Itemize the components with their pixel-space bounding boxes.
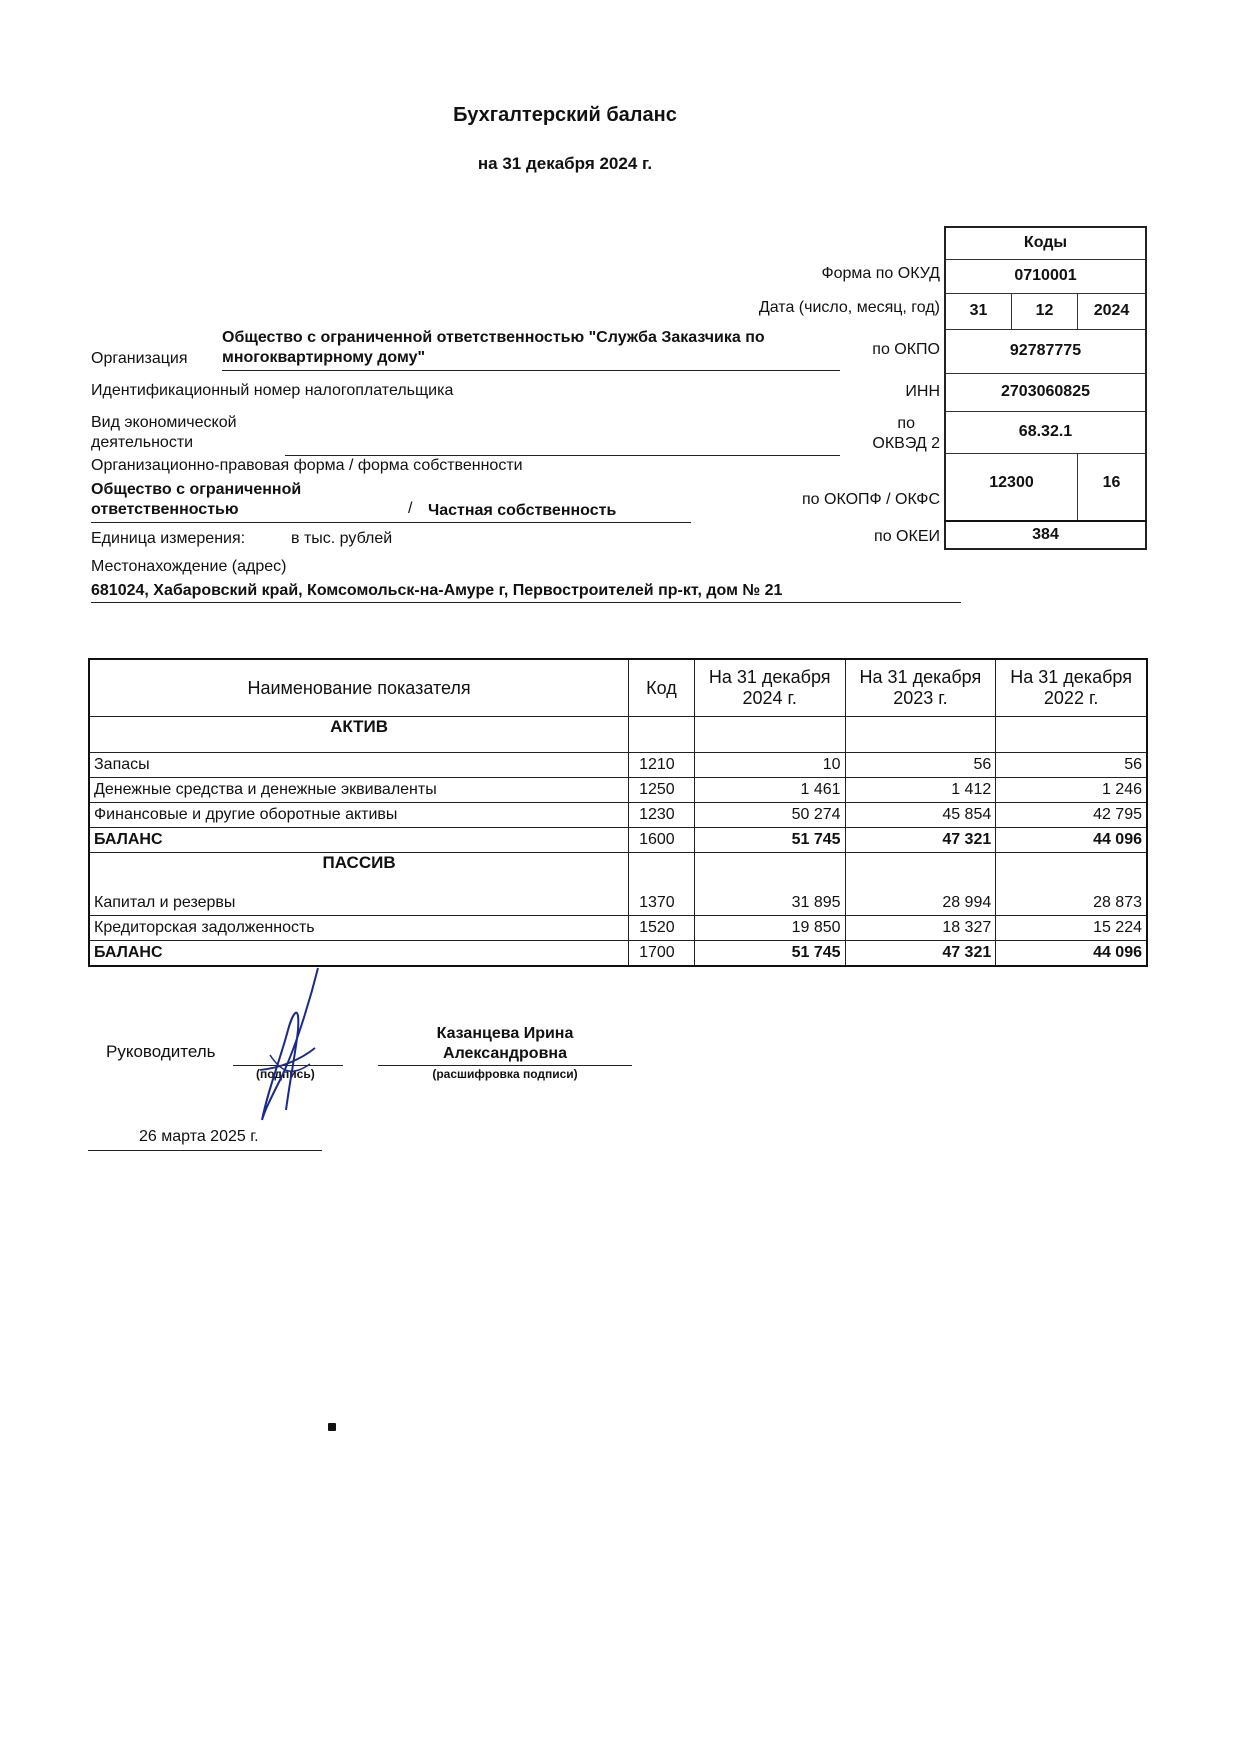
date-year: 2024 [1078,293,1147,329]
okei-label: по ОКЕИ [874,528,940,545]
scan-speck [328,1423,336,1431]
date-month: 12 [1012,293,1078,329]
okopf-code: 12300 [945,453,1078,521]
aktiv-title: АКТИВ [89,717,629,753]
signature-caption: (подпись) [256,1067,315,1081]
address-label: Местонахождение (адрес) [91,558,287,575]
header-2024: На 31 декабря 2024 г. [694,659,845,717]
passiv-title: ПАССИВ [89,853,629,891]
document-subtitle: на 31 декабря 2024 г. [477,154,653,173]
codes-heading: Коды [945,227,1146,259]
table-header-row [89,659,1147,717]
header-code: Код [629,659,695,717]
aktiv-total-row: БАЛАНС 1600 51 745 47 321 44 096 [89,828,1147,853]
legal-form-separator: / [408,500,413,517]
inn-label: ИНН [905,383,940,400]
activity-label: Вид экономической деятельности [91,414,237,451]
okpo-code: 92787775 [945,329,1146,373]
signer-name-caption: (расшифровка подписи) [432,1067,578,1081]
address-value: 681024, Хабаровский край, Комсомольск-на-Амуре г, Первостроителей пр-кт, дом № 21 [91,582,961,603]
table-row: Запасы 1210 10 56 56 [89,753,1147,778]
ownership-value: Частная собственность [428,502,617,519]
okopf-label: по ОКОПФ / ОКФС [802,491,940,508]
legal-form-label: Организационно-правовая форма / форма собственности [91,457,523,474]
unit-label: Единица измерения: [91,530,246,547]
okud-code: 0710001 [945,259,1146,293]
okei-code: 384 [945,521,1146,549]
okud-label: Форма по ОКУД [821,265,940,282]
table-row: Кредиторская задолженность 1520 19 850 18 327 15 224 [89,915,1147,940]
signer-role: Руководитель [106,1042,216,1061]
legal-form-line [91,521,691,523]
header-2023: На 31 декабря 2023 г. [845,659,996,717]
inn-full-label: Идентификационный номер налогоплательщика [91,382,454,399]
date-day: 31 [945,293,1012,329]
date-line [88,1149,322,1151]
org-name: Общество с ограниченной ответственностью "Служба Заказчика по многоквартирному дому" [222,328,840,371]
unit-value: в тыс. рублей [291,530,393,547]
table-row: Капитал и резервы 1370 31 895 28 994 28 873 [89,891,1147,916]
handwritten-signature [240,960,350,1130]
header-2022: На 31 декабря 2022 г. [996,659,1147,717]
header-name: Наименование показателя [89,659,629,717]
balance-table [88,658,1148,967]
okved-label: по ОКВЭД 2 [872,415,940,452]
activity-line [285,454,840,456]
signature-date: 26 марта 2025 г. [139,1128,259,1145]
codes-table [944,226,1147,550]
date-label: Дата (число, месяц, год) [758,299,940,316]
inn-code: 2703060825 [945,373,1146,411]
table-row: Финансовые и другие оборотные активы 1230 50 274 45 854 42 795 [89,803,1147,828]
legal-form-value: Общество с ограниченной ответственностью [91,481,302,518]
okpo-label: по ОКПО [872,341,940,358]
passiv-total-row: БАЛАНС 1700 51 745 47 321 44 096 [89,940,1147,966]
passiv-section-row [89,853,1147,891]
document-title: Бухгалтерский баланс [453,104,677,126]
okfs-code: 16 [1078,453,1147,521]
okved-code: 68.32.1 [945,411,1146,453]
signer-name-line [378,1064,632,1066]
org-label: Организация [91,350,188,367]
signer-name: Казанцева Ирина Александровна [436,1025,574,1062]
aktiv-section-row [89,717,1147,753]
table-row: Денежные средства и денежные эквиваленты 1250 1 461 1 412 1 246 [89,778,1147,803]
